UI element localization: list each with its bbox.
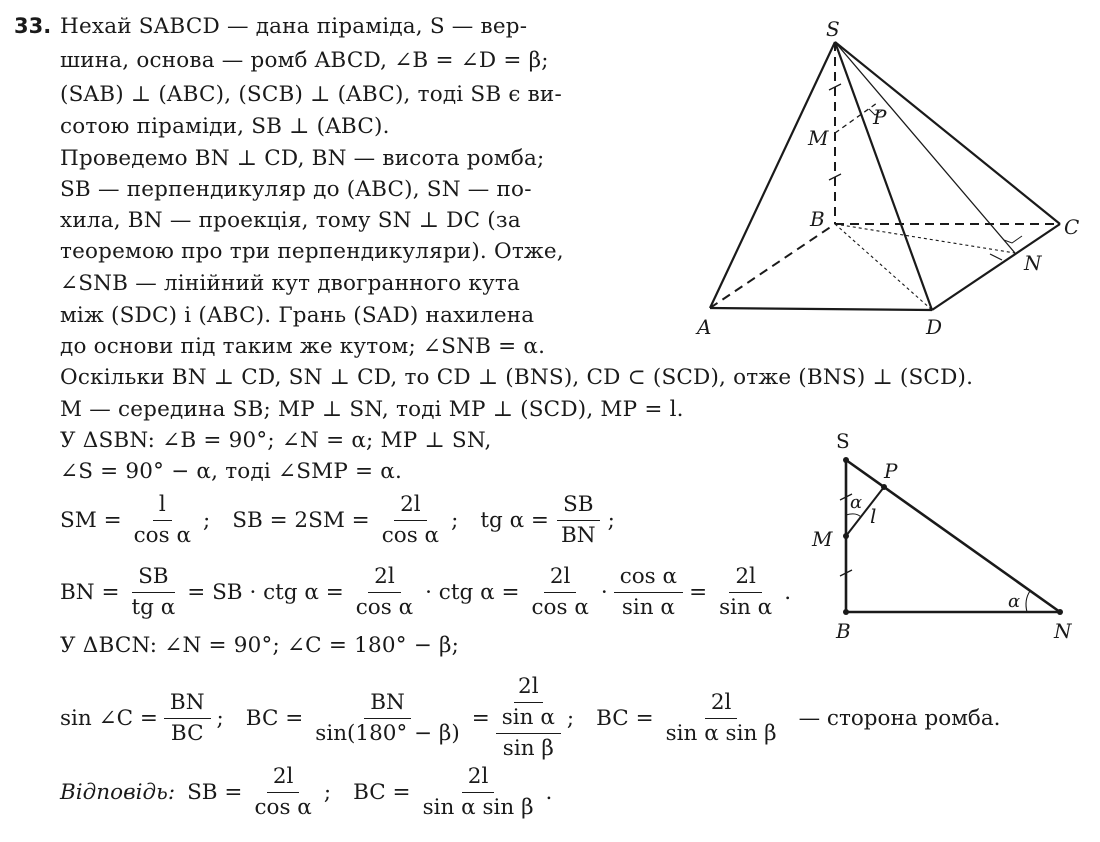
text-line-7: хила, BN — проекція, тому SN ⊥ DC (за bbox=[60, 208, 521, 233]
denominator: cos α bbox=[531, 595, 589, 620]
fraction-answer-bc bbox=[417, 762, 540, 823]
compound-fraction bbox=[496, 672, 561, 764]
label-m: M bbox=[808, 126, 829, 150]
separator: ; bbox=[202, 508, 211, 533]
formula-bc-lhs: BC = bbox=[245, 705, 304, 731]
angle-arc-m bbox=[846, 514, 861, 517]
label-n: N bbox=[1024, 251, 1042, 275]
label-b: B bbox=[810, 207, 825, 231]
separator: ; bbox=[451, 508, 459, 533]
fraction-cos-sin bbox=[614, 562, 683, 623]
text-line-12: Оскільки BN ⊥ CD, SN ⊥ CD, то CD ⊥ (BNS), CD ⊂ (SCD), отже (BNS) ⊥ (SCD). bbox=[60, 365, 974, 390]
fraction-sb bbox=[376, 490, 445, 551]
denominator: sin β bbox=[502, 736, 554, 761]
label-p: P bbox=[873, 105, 887, 129]
numerator: 2l bbox=[705, 688, 738, 719]
denominator: BN bbox=[560, 523, 596, 548]
point-n bbox=[1057, 609, 1063, 615]
formula-row-2 bbox=[60, 562, 791, 623]
separator: ; bbox=[216, 705, 224, 731]
denominator: sin(180° − β) bbox=[315, 720, 460, 746]
inner-numerator: 2l bbox=[514, 672, 543, 703]
fraction-bn-sin bbox=[309, 688, 465, 749]
angle-arc-n bbox=[1026, 591, 1030, 612]
text-line-13: M — середина SB; MP ⊥ SN, тоді MP ⊥ (SCD), MP = l. bbox=[60, 397, 684, 422]
formula-segment: = bbox=[471, 705, 490, 731]
formula-segment: = SB · ctg α = bbox=[187, 580, 344, 605]
formula-segment: = bbox=[689, 580, 708, 605]
fraction-2l-cos-2 bbox=[525, 562, 594, 623]
separator: ; bbox=[566, 705, 575, 731]
fraction-sm bbox=[128, 490, 197, 551]
point-m bbox=[843, 533, 849, 539]
answer-bc-lhs: BC = bbox=[353, 780, 411, 805]
line-mp bbox=[835, 103, 877, 133]
text-line-5: Проведемо BN ⊥ CD, BN — висота ромба; bbox=[60, 146, 545, 171]
denominator: cos α bbox=[133, 523, 191, 548]
separator: ; bbox=[323, 780, 332, 805]
label-c: C bbox=[1064, 215, 1080, 239]
text-line-3: (SAB) ⊥ (ABC), (SCB) ⊥ (ABC), тоді SB є ви- bbox=[60, 82, 562, 107]
fraction-2l-cos bbox=[350, 562, 419, 623]
formula-end: . bbox=[784, 580, 792, 605]
formula-tail: — сторона ромба. bbox=[798, 705, 1001, 731]
separator: ; bbox=[607, 508, 615, 533]
answer-sb-lhs: SB = bbox=[187, 780, 243, 805]
label-alpha-n: α bbox=[1008, 591, 1021, 612]
denominator: sin α bbox=[621, 595, 675, 620]
numerator: SB bbox=[132, 562, 175, 593]
text-line-6: SB — перпендикуляр до (ABC), SN — по- bbox=[60, 177, 532, 202]
denominator: sin α sin β bbox=[665, 720, 777, 746]
label-s: S bbox=[826, 17, 840, 41]
formula-bc-result-lhs: BC = bbox=[596, 705, 654, 731]
point-s bbox=[843, 457, 849, 463]
formula-row-1 bbox=[60, 490, 615, 551]
numerator: 2l bbox=[394, 490, 427, 521]
pyramid-figure bbox=[690, 10, 1100, 350]
fraction-tg bbox=[555, 490, 602, 551]
numerator: SB bbox=[557, 490, 600, 521]
numerator: cos α bbox=[614, 562, 683, 593]
denominator: sin α bbox=[719, 595, 773, 620]
tick-mark-3 bbox=[990, 254, 1002, 260]
point-p bbox=[881, 484, 887, 490]
formula-row-3 bbox=[60, 672, 1001, 764]
right-angle-n bbox=[1004, 236, 1022, 243]
denominator: cos α bbox=[381, 523, 440, 548]
denominator: tg α bbox=[131, 595, 176, 620]
compound-numerator bbox=[496, 672, 561, 734]
text-line-8: теоремою про три перпендикуляри). Отже, bbox=[60, 239, 564, 264]
text-line-15: ∠S = 90° − α, тоді ∠SMP = α. bbox=[60, 459, 403, 484]
line-sn bbox=[835, 42, 1015, 253]
denominator: BC bbox=[170, 720, 204, 746]
point-b bbox=[843, 609, 849, 615]
answer-row bbox=[60, 762, 552, 823]
text-line-10: між (SDC) і (ABC). Грань (SAD) нахилена bbox=[60, 303, 535, 328]
numerator: 2l bbox=[267, 762, 300, 793]
label-s: S bbox=[836, 429, 850, 453]
side-sn bbox=[846, 460, 1060, 612]
label-a: A bbox=[697, 315, 712, 339]
fraction-bc-result bbox=[660, 688, 783, 749]
label-n: N bbox=[1054, 619, 1072, 643]
denominator: cos α bbox=[355, 595, 414, 620]
text-line-2: шина, основа — ромб ABCD, ∠B = ∠D = β; bbox=[60, 48, 549, 73]
answer-end: . bbox=[545, 780, 553, 805]
inner-denominator: sin α bbox=[501, 705, 555, 730]
denominator: sin α sin β bbox=[422, 795, 534, 820]
text-line-16: У ΔBCN: ∠N = 90°; ∠C = 180° − β; bbox=[60, 633, 460, 658]
numerator: 2l bbox=[368, 562, 401, 593]
formula-sb-lhs: SB = 2SM = bbox=[232, 508, 370, 533]
triangle-figure bbox=[805, 425, 1085, 645]
fraction-2l-sin bbox=[713, 562, 778, 623]
formula-bn-lhs: BN = bbox=[60, 580, 120, 605]
text-line-1: Нехай SABCD — дана піраміда, S — вер- bbox=[60, 14, 528, 39]
edge-sa bbox=[710, 42, 835, 308]
numerator: 2l bbox=[462, 762, 495, 793]
label-b: B bbox=[836, 619, 851, 643]
formula-tg-lhs: tg α = bbox=[480, 508, 549, 533]
label-alpha-m: α bbox=[850, 492, 863, 513]
text-line-4: сотою піраміди, SB ⊥ (ABC). bbox=[60, 114, 390, 139]
numerator: BN bbox=[364, 688, 411, 719]
fraction-bn-bc bbox=[164, 688, 211, 749]
fraction-bn bbox=[125, 562, 181, 623]
text-line-11: до основи під таким же кутом; ∠SNB = α. bbox=[60, 334, 546, 359]
numerator: 2l bbox=[729, 562, 762, 593]
answer-label: Відповідь: bbox=[60, 780, 176, 805]
formula-segment: · ctg α = bbox=[425, 580, 520, 605]
formula-segment: · bbox=[600, 580, 608, 605]
text-line-14: У ΔSBN: ∠B = 90°; ∠N = α; MP ⊥ SN, bbox=[60, 428, 492, 453]
formula-sm-lhs: SM = bbox=[60, 508, 122, 533]
label-m: M bbox=[812, 527, 833, 551]
fraction-answer-sb bbox=[248, 762, 317, 823]
formula-sinc-lhs: sin ∠C = bbox=[60, 705, 158, 731]
problem-number: 33. bbox=[14, 14, 52, 38]
edge-ad bbox=[710, 308, 932, 310]
label-d: D bbox=[926, 315, 943, 339]
numerator: BN bbox=[164, 688, 211, 719]
numerator: l bbox=[153, 490, 172, 521]
numerator: 2l bbox=[544, 562, 577, 593]
label-p: P bbox=[884, 459, 898, 483]
label-l: l bbox=[870, 504, 877, 528]
denominator: cos α bbox=[254, 795, 312, 820]
text-line-9: ∠SNB — лінійний кут двогранного кута bbox=[60, 271, 521, 296]
